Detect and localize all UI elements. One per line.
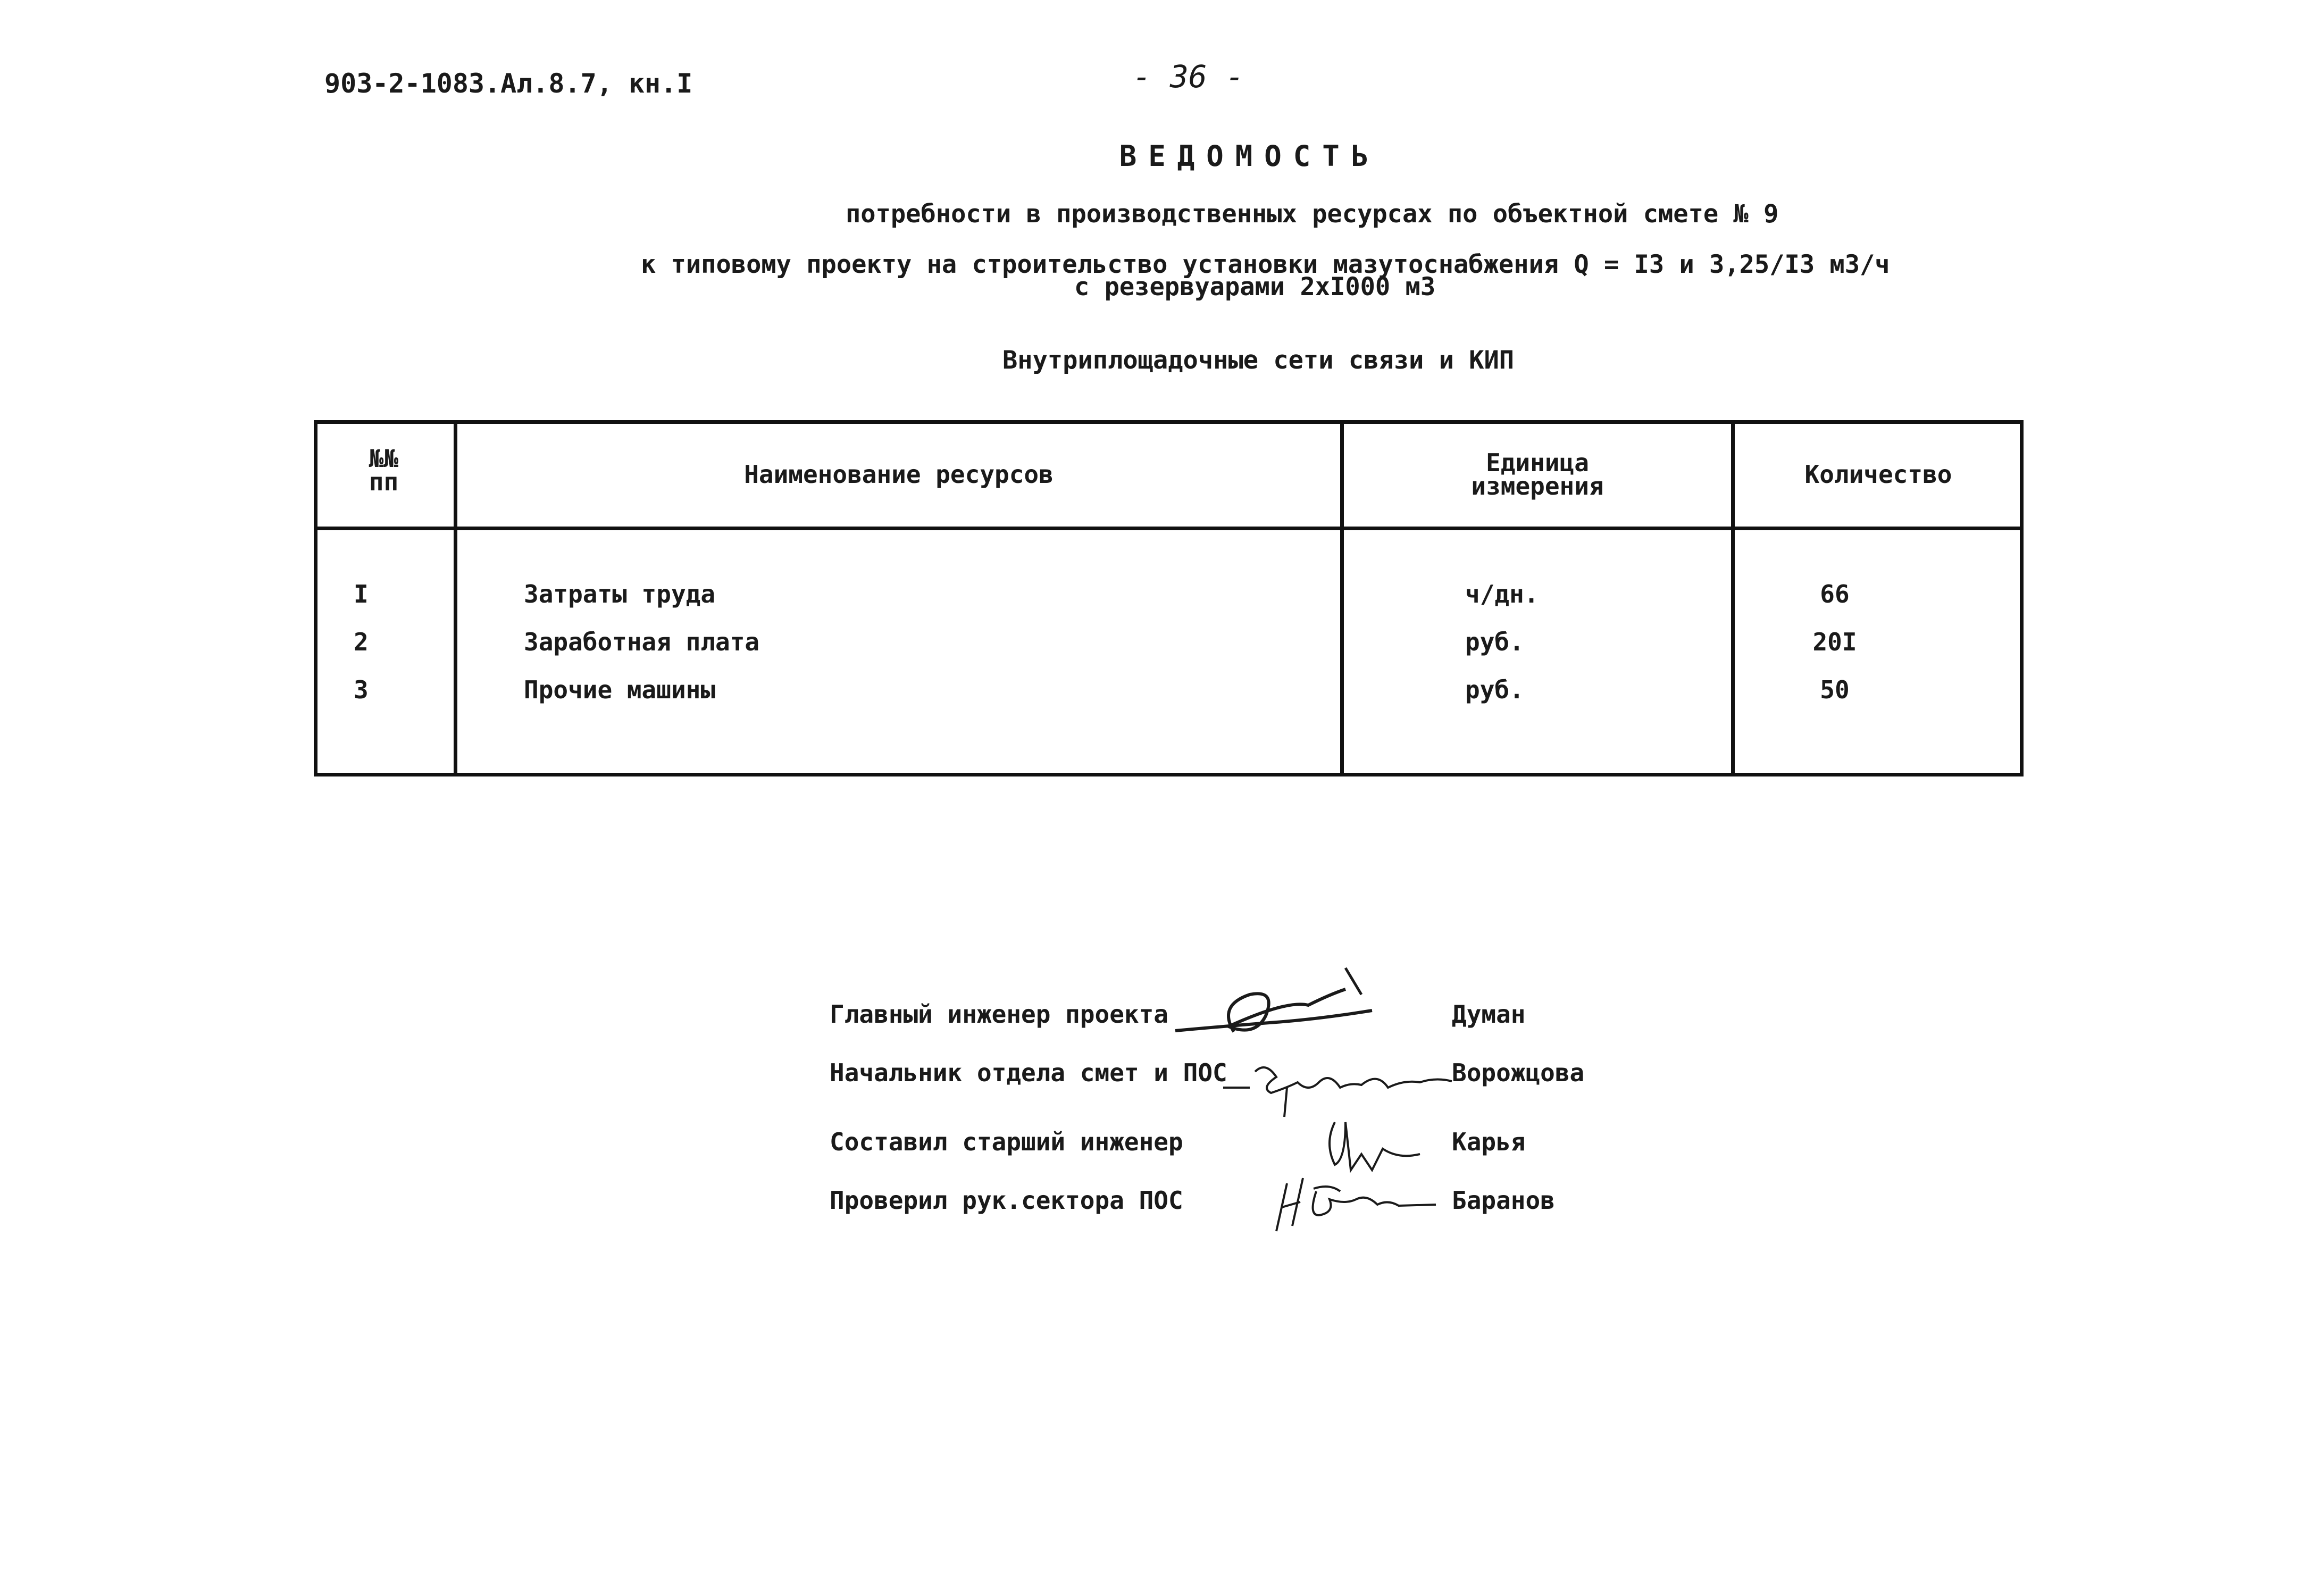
document-code: 903-2-1083.Ал.8.7, кн.I xyxy=(324,68,693,99)
header-unit-line1: Единица xyxy=(1486,448,1589,477)
column-divider xyxy=(1731,420,1735,776)
header-unit-line2: измерения xyxy=(1471,472,1604,500)
row-2-name: Заработная плата xyxy=(524,628,760,656)
signature-role-reviewer: Проверил рук.сектора ПОС xyxy=(830,1186,1183,1215)
header-num-line1: №№ xyxy=(369,444,399,473)
row-2-unit: руб. xyxy=(1465,628,1524,656)
page-number: - 36 - xyxy=(1133,59,1244,95)
header-qty: Количество xyxy=(1804,460,1952,489)
handwritten-signature-1 xyxy=(1170,963,1393,1053)
resources-table xyxy=(314,420,2024,776)
row-3-num: 3 xyxy=(354,675,369,704)
signature-role-department-head: Начальник отдела смет и ПОС xyxy=(830,1058,1227,1087)
header-unit xyxy=(1344,448,1731,500)
signature-role-compiler: Составил старший инженер xyxy=(830,1128,1183,1156)
row-1-num: I xyxy=(354,580,369,608)
signature-name-department-head: Ворожцова xyxy=(1452,1058,1585,1087)
signature-name-chief-engineer: Думан xyxy=(1452,1000,1526,1029)
row-2-num: 2 xyxy=(354,628,369,656)
signature-name-compiler: Карья xyxy=(1452,1128,1526,1156)
header-num-line2: пп xyxy=(369,467,399,496)
row-3-unit: руб. xyxy=(1465,675,1524,704)
header-num xyxy=(314,444,454,496)
signature-role-chief-engineer: Главный инженер проекта xyxy=(830,1000,1168,1029)
column-divider xyxy=(454,420,457,776)
handwritten-signature-2 xyxy=(1218,1050,1457,1120)
header-name: Наименование ресурсов xyxy=(744,460,1054,489)
subtitle-line-3: с резервуарами 2хI000 м3 xyxy=(1074,272,1436,302)
header-divider xyxy=(314,527,2024,530)
row-2-qty: 20I xyxy=(1812,628,1857,656)
column-divider xyxy=(1340,420,1344,776)
row-1-qty: 66 xyxy=(1820,580,1850,608)
handwritten-signature-4 xyxy=(1271,1167,1441,1242)
signature-name-reviewer: Баранов xyxy=(1452,1186,1555,1215)
section-heading: Внутриплощадочные сети связи и КИП xyxy=(1002,346,1515,375)
subtitle-line-2: к типовому проекту на строительство установки мазутоснабжения Q = I3 и 3,25/I3 м3/ч xyxy=(641,250,1890,279)
subtitle-line-1: потребности в производственных ресурсах по объектной смете № 9 xyxy=(846,199,1779,229)
page-title: ВЕДОМОСТЬ xyxy=(1119,139,1381,173)
row-1-name: Затраты труда xyxy=(524,580,716,608)
row-3-name: Прочие машины xyxy=(524,675,716,704)
row-3-qty: 50 xyxy=(1820,675,1850,704)
row-1-unit: ч/дн. xyxy=(1465,580,1539,608)
